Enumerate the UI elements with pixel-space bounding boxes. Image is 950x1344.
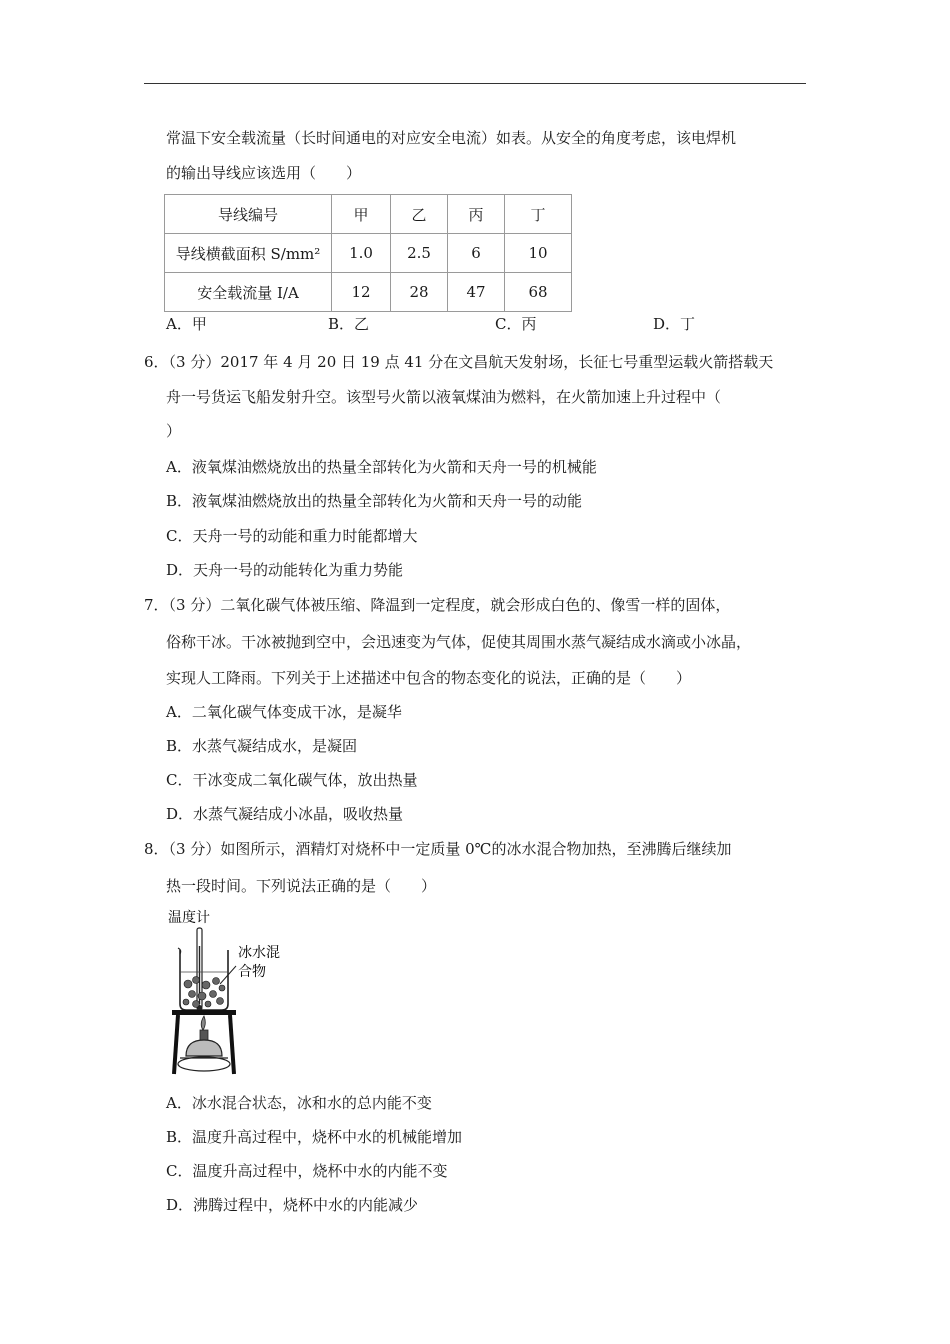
table-row	[165, 234, 572, 273]
q8-text-line-1: 8．（3 分）如图所示，酒精灯对烧杯中一定质量 0℃的冰水混合物加热，至沸腾后继续加	[144, 840, 732, 858]
q5-text-line-2: 的输出导线应该选用（ ）	[166, 164, 362, 182]
table-cell: 导线横截面积 S/mm²	[165, 234, 332, 273]
table-cell: 10	[505, 234, 572, 273]
thermometer-label: 温度计	[168, 910, 210, 926]
alcohol-lamp-icon	[178, 1016, 230, 1071]
mixture-label-line-1: 冰水混	[238, 945, 280, 961]
table-cell: 乙	[391, 195, 448, 234]
table-cell: 28	[391, 273, 448, 312]
q7-option-b[interactable]: B．水蒸气凝结成水，是凝固	[166, 737, 358, 755]
q7-text-line-1: 7．（3 分）二氧化碳气体被压缩、降温到一定程度，就会形成白色的、像雪一样的固体，	[144, 596, 731, 614]
table-row	[165, 273, 572, 312]
table-row	[165, 195, 572, 234]
q8-option-c[interactable]: C．温度升高过程中，烧杯中水的内能不变	[166, 1162, 448, 1180]
q6-text-line-1: 6．（3 分）2017 年 4 月 20 日 19 点 41 分在文昌航天发射场，长征七号重型运载火箭搭载天	[144, 353, 774, 371]
table-cell: 68	[505, 273, 572, 312]
q7-option-c[interactable]: C．干冰变成二氧化碳气体，放出热量	[166, 771, 418, 789]
table-cell: 导线编号	[165, 195, 332, 234]
beaker-heating-figure	[166, 906, 296, 1078]
q5-option-d[interactable]: D．丁	[653, 315, 696, 333]
q7-option-a[interactable]: A．二氧化碳气体变成干冰，是凝华	[166, 703, 402, 721]
q6-option-a[interactable]: A．液氧煤油燃烧放出的热量全部转化为火箭和天舟一号的机械能	[166, 458, 597, 476]
table-cell: 丙	[448, 195, 505, 234]
q8-option-d[interactable]: D．沸腾过程中，烧杯中水的内能减少	[166, 1196, 419, 1214]
q7-text-line-2: 俗称干冰。干冰被抛到空中，会迅速变为气体，促使其周围水蒸气凝结成水滴或小冰晶，	[166, 633, 752, 651]
q8-text-line-2: 热一段时间。下列说法正确的是（ ）	[166, 877, 437, 895]
table-cell: 丁	[505, 195, 572, 234]
q6-text-line-2: 舟一号货运飞船发射升空。该型号火箭以液氧煤油为燃料，在火箭加速上升过程中（	[166, 388, 722, 406]
table-cell: 安全载流量 I/A	[165, 273, 332, 312]
table-cell: 6	[448, 234, 505, 273]
q5-option-b[interactable]: B．乙	[328, 315, 370, 333]
q6-option-c[interactable]: C．天舟一号的动能和重力时能都增大	[166, 527, 418, 545]
q6-text-line-3: ）	[166, 422, 182, 440]
q6-option-d[interactable]: D．天舟一号的动能转化为重力势能	[166, 561, 404, 579]
table-cell: 甲	[332, 195, 391, 234]
q6-option-b[interactable]: B．液氧煤油燃烧放出的热量全部转化为火箭和天舟一号的动能	[166, 492, 583, 510]
wire-spec-table	[164, 194, 572, 312]
table-cell: 47	[448, 273, 505, 312]
q5-option-a[interactable]: A．甲	[166, 315, 207, 333]
mixture-label-line-2: 合物	[238, 964, 266, 980]
q8-option-a[interactable]: A．冰水混合状态，冰和水的总内能不变	[166, 1094, 432, 1112]
q7-option-d[interactable]: D．水蒸气凝结成小冰晶，吸收热量	[166, 805, 404, 823]
q7-text-line-3: 实现人工降雨。下列关于上述描述中包含的物态变化的说法，正确的是（ ）	[166, 669, 692, 687]
beaker-icon	[178, 948, 228, 1010]
q8-option-b[interactable]: B．温度升高过程中，烧杯中水的机械能增加	[166, 1128, 463, 1146]
header-rule	[144, 83, 806, 84]
table-cell: 1.0	[332, 234, 391, 273]
table-cell: 12	[332, 273, 391, 312]
table-cell: 2.5	[391, 234, 448, 273]
q5-option-c[interactable]: C．丙	[495, 315, 537, 333]
q5-text-line-1: 常温下安全载流量（长时间通电的对应安全电流）如表。从安全的角度考虑，该电焊机	[166, 129, 737, 147]
